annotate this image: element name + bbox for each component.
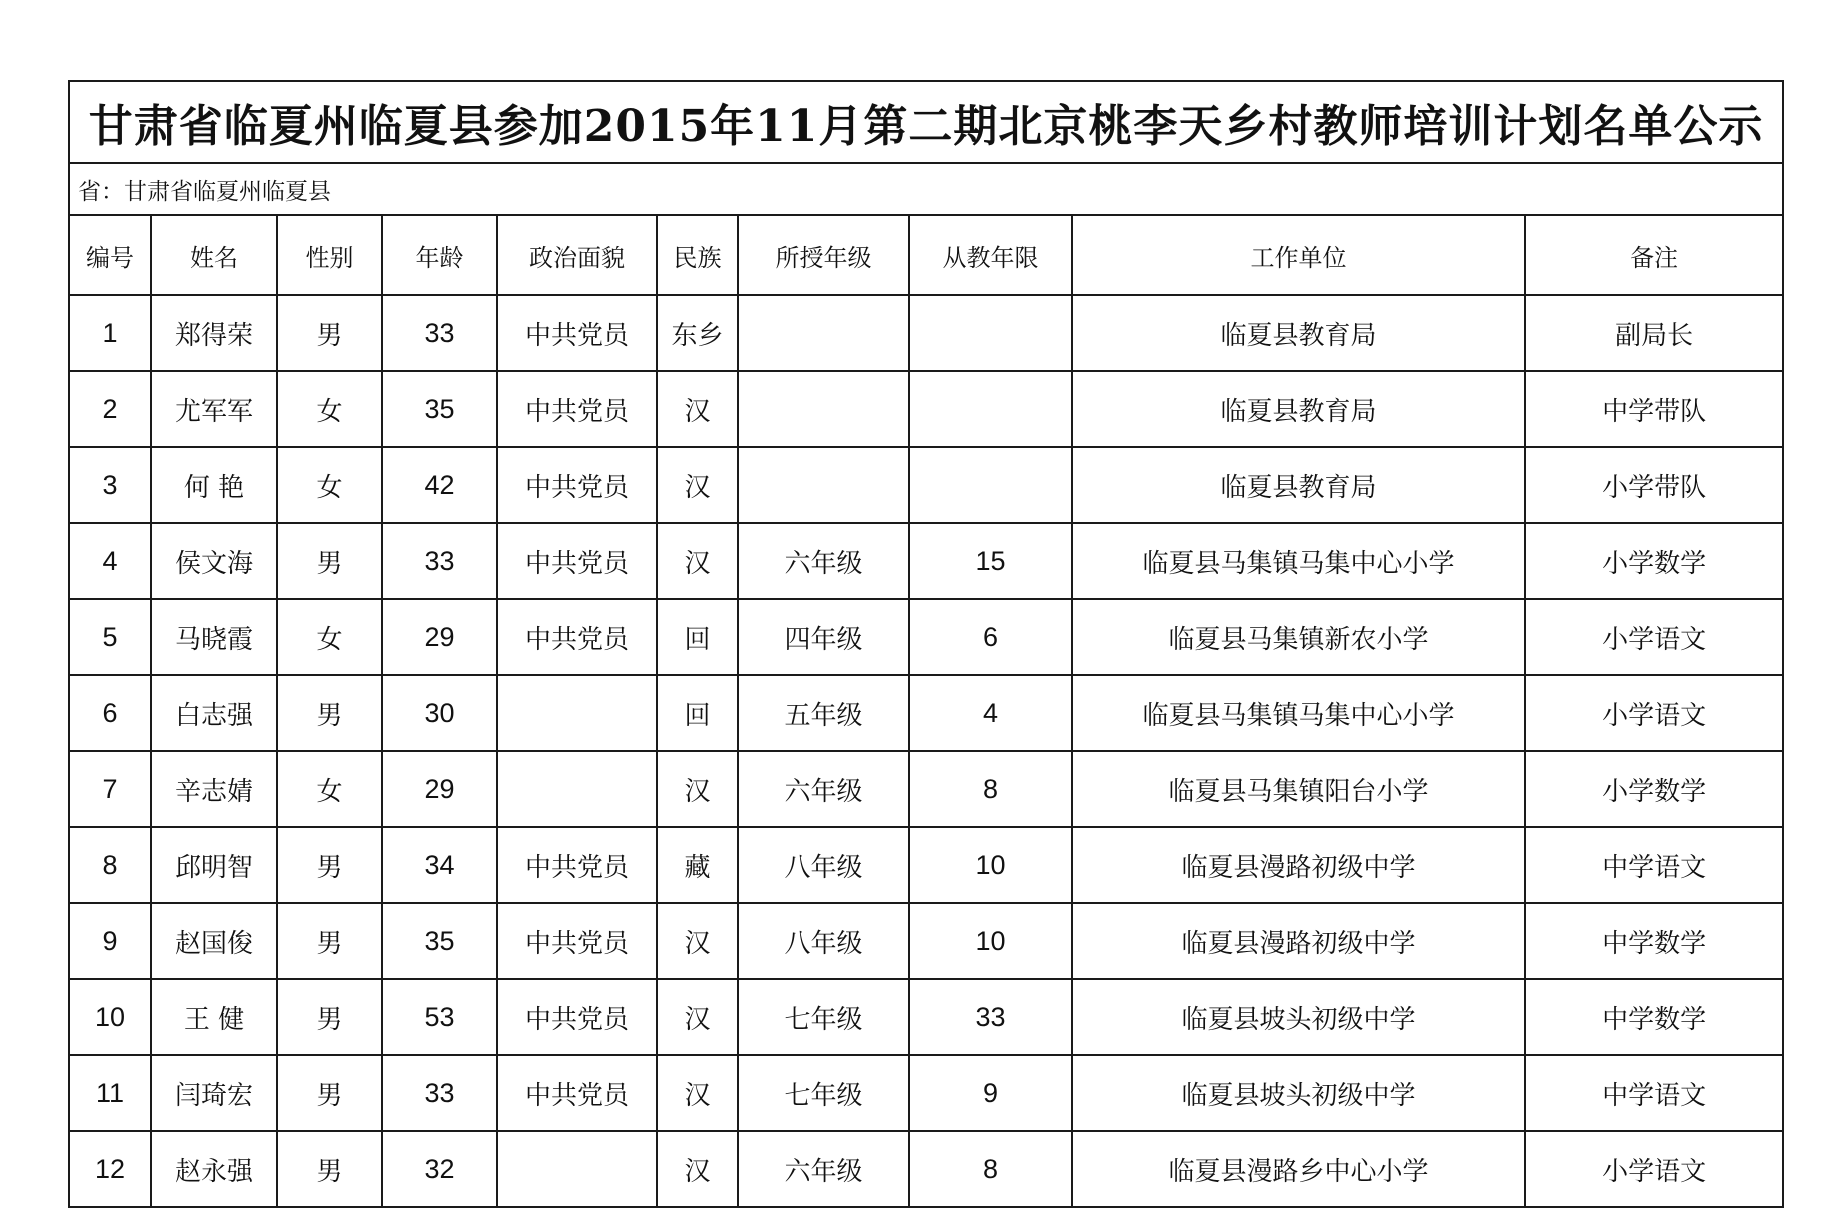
cell-gender: 男: [277, 1055, 382, 1131]
cell-grade-taught: 六年级: [738, 1131, 909, 1207]
cell-workplace: 临夏县马集镇马集中心小学: [1072, 675, 1525, 751]
cell-remarks: 中学带队: [1525, 371, 1783, 447]
cell-grade-taught: 四年级: [738, 599, 909, 675]
cell-gender: 女: [277, 447, 382, 523]
cell-id: 10: [69, 979, 151, 1055]
cell-name: 尤军军: [151, 371, 277, 447]
cell-remarks: 副局长: [1525, 295, 1783, 371]
cell-years-teaching: [909, 447, 1072, 523]
table-row: [69, 903, 1783, 979]
cell-age: 42: [382, 447, 497, 523]
cell-age: 30: [382, 675, 497, 751]
cell-remarks: 中学数学: [1525, 979, 1783, 1055]
column-header-years-teaching: 从教年限: [909, 215, 1072, 295]
cell-workplace: 临夏县漫路初级中学: [1072, 827, 1525, 903]
cell-political-status: 中共党员: [497, 295, 657, 371]
table-row: [69, 295, 1783, 371]
cell-age: 32: [382, 1131, 497, 1207]
cell-political-status: 中共党员: [497, 827, 657, 903]
cell-workplace: 临夏县坡头初级中学: [1072, 1055, 1525, 1131]
cell-political-status: 中共党员: [497, 599, 657, 675]
cell-workplace: 临夏县马集镇阳台小学: [1072, 751, 1525, 827]
cell-grade-taught: 五年级: [738, 675, 909, 751]
cell-age: 53: [382, 979, 497, 1055]
cell-ethnicity: 汉: [657, 1055, 738, 1131]
cell-ethnicity: 汉: [657, 447, 738, 523]
cell-grade-taught: 六年级: [738, 523, 909, 599]
cell-name: 邱明智: [151, 827, 277, 903]
cell-id: 11: [69, 1055, 151, 1131]
cell-gender: 女: [277, 599, 382, 675]
cell-remarks: 中学数学: [1525, 903, 1783, 979]
cell-workplace: 临夏县坡头初级中学: [1072, 979, 1525, 1055]
table-row: [69, 1131, 1783, 1207]
cell-name: 辛志婧: [151, 751, 277, 827]
cell-political-status: [497, 675, 657, 751]
cell-id: 5: [69, 599, 151, 675]
cell-years-teaching: 8: [909, 1131, 1072, 1207]
cell-age: 33: [382, 295, 497, 371]
document-title: 甘肃省临夏州临夏县参加2015年11月第二期北京桃李天乡村教师培训计划名单公示: [69, 81, 1783, 163]
cell-workplace: 临夏县教育局: [1072, 447, 1525, 523]
column-header-workplace: 工作单位: [1072, 215, 1525, 295]
cell-years-teaching: 4: [909, 675, 1072, 751]
cell-name: 何 艳: [151, 447, 277, 523]
cell-gender: 男: [277, 1131, 382, 1207]
cell-name: 赵国俊: [151, 903, 277, 979]
cell-name: 闫琦宏: [151, 1055, 277, 1131]
column-header-political-status: 政治面貌: [497, 215, 657, 295]
column-header-id: 编号: [69, 215, 151, 295]
column-header-gender: 性别: [277, 215, 382, 295]
cell-age: 35: [382, 371, 497, 447]
column-header-age: 年龄: [382, 215, 497, 295]
cell-years-teaching: 6: [909, 599, 1072, 675]
cell-ethnicity: 汉: [657, 979, 738, 1055]
cell-remarks: 小学数学: [1525, 751, 1783, 827]
cell-grade-taught: [738, 295, 909, 371]
cell-years-teaching: 9: [909, 1055, 1072, 1131]
cell-id: 8: [69, 827, 151, 903]
cell-grade-taught: 六年级: [738, 751, 909, 827]
cell-name: 赵永强: [151, 1131, 277, 1207]
cell-ethnicity: 汉: [657, 903, 738, 979]
cell-grade-taught: 七年级: [738, 1055, 909, 1131]
cell-political-status: 中共党员: [497, 1055, 657, 1131]
cell-name: 王 健: [151, 979, 277, 1055]
cell-workplace: 临夏县漫路初级中学: [1072, 903, 1525, 979]
cell-gender: 男: [277, 295, 382, 371]
cell-ethnicity: 汉: [657, 371, 738, 447]
table-row: [69, 675, 1783, 751]
cell-id: 7: [69, 751, 151, 827]
cell-ethnicity: 汉: [657, 523, 738, 599]
cell-id: 2: [69, 371, 151, 447]
cell-years-teaching: [909, 295, 1072, 371]
column-header-ethnicity: 民族: [657, 215, 738, 295]
cell-workplace: 临夏县马集镇马集中心小学: [1072, 523, 1525, 599]
cell-political-status: 中共党员: [497, 447, 657, 523]
cell-political-status: 中共党员: [497, 371, 657, 447]
cell-grade-taught: 八年级: [738, 903, 909, 979]
table-row: [69, 751, 1783, 827]
cell-id: 4: [69, 523, 151, 599]
cell-gender: 男: [277, 675, 382, 751]
cell-years-teaching: [909, 371, 1072, 447]
table-row: [69, 523, 1783, 599]
cell-workplace: 临夏县教育局: [1072, 295, 1525, 371]
cell-gender: 女: [277, 371, 382, 447]
cell-gender: 男: [277, 827, 382, 903]
cell-years-teaching: 10: [909, 903, 1072, 979]
cell-years-teaching: 8: [909, 751, 1072, 827]
cell-id: 3: [69, 447, 151, 523]
roster-sheet: [68, 80, 1782, 1208]
cell-political-status: 中共党员: [497, 523, 657, 599]
table-row: [69, 1055, 1783, 1131]
table-row: [69, 599, 1783, 675]
cell-years-teaching: 10: [909, 827, 1072, 903]
table-row: [69, 979, 1783, 1055]
cell-grade-taught: 七年级: [738, 979, 909, 1055]
table-row: [69, 371, 1783, 447]
cell-workplace: 临夏县马集镇新农小学: [1072, 599, 1525, 675]
cell-remarks: 小学带队: [1525, 447, 1783, 523]
cell-ethnicity: 汉: [657, 751, 738, 827]
cell-age: 33: [382, 523, 497, 599]
table-row: [69, 447, 1783, 523]
cell-grade-taught: 八年级: [738, 827, 909, 903]
cell-political-status: [497, 751, 657, 827]
cell-name: 马晓霞: [151, 599, 277, 675]
header-row: [69, 215, 1783, 295]
cell-gender: 男: [277, 523, 382, 599]
table-row: [69, 827, 1783, 903]
cell-ethnicity: 回: [657, 599, 738, 675]
column-header-remarks: 备注: [1525, 215, 1783, 295]
cell-gender: 男: [277, 979, 382, 1055]
cell-workplace: 临夏县漫路乡中心小学: [1072, 1131, 1525, 1207]
cell-workplace: 临夏县教育局: [1072, 371, 1525, 447]
cell-remarks: 中学语文: [1525, 827, 1783, 903]
cell-age: 34: [382, 827, 497, 903]
cell-name: 侯文海: [151, 523, 277, 599]
cell-remarks: 小学数学: [1525, 523, 1783, 599]
cell-remarks: 中学语文: [1525, 1055, 1783, 1131]
cell-ethnicity: 回: [657, 675, 738, 751]
cell-age: 29: [382, 751, 497, 827]
cell-id: 9: [69, 903, 151, 979]
cell-name: 白志强: [151, 675, 277, 751]
cell-age: 33: [382, 1055, 497, 1131]
cell-gender: 女: [277, 751, 382, 827]
cell-political-status: 中共党员: [497, 979, 657, 1055]
cell-id: 12: [69, 1131, 151, 1207]
cell-remarks: 小学语文: [1525, 1131, 1783, 1207]
cell-name: 郑得荣: [151, 295, 277, 371]
cell-age: 35: [382, 903, 497, 979]
cell-id: 1: [69, 295, 151, 371]
cell-ethnicity: 藏: [657, 827, 738, 903]
cell-id: 6: [69, 675, 151, 751]
province-line: 省：甘肃省临夏州临夏县: [69, 163, 1783, 215]
cell-years-teaching: 15: [909, 523, 1072, 599]
column-header-grade-taught: 所授年级: [738, 215, 909, 295]
cell-gender: 男: [277, 903, 382, 979]
cell-ethnicity: 汉: [657, 1131, 738, 1207]
cell-political-status: 中共党员: [497, 903, 657, 979]
roster-table: [68, 80, 1784, 1208]
cell-years-teaching: 33: [909, 979, 1072, 1055]
cell-age: 29: [382, 599, 497, 675]
cell-grade-taught: [738, 447, 909, 523]
cell-remarks: 小学语文: [1525, 675, 1783, 751]
cell-grade-taught: [738, 371, 909, 447]
cell-ethnicity: 东乡: [657, 295, 738, 371]
cell-political-status: [497, 1131, 657, 1207]
column-header-name: 姓名: [151, 215, 277, 295]
cell-remarks: 小学语文: [1525, 599, 1783, 675]
